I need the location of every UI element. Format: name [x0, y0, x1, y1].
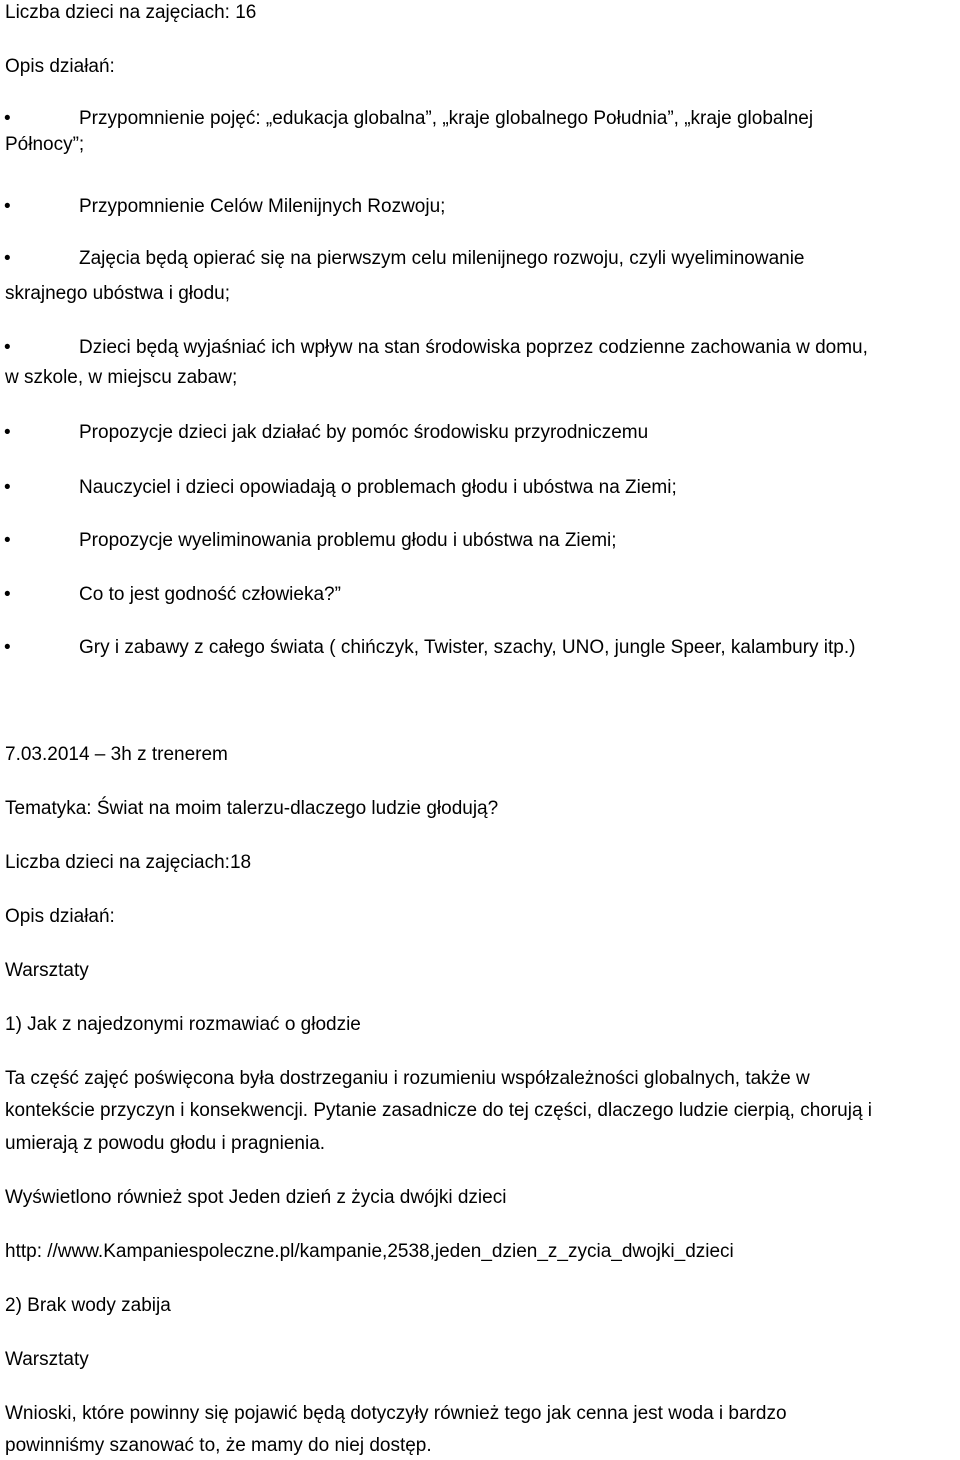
- bullet-item-text: Propozycje wyeliminowania problemu głodu i ubóstwa na Ziemi;: [79, 530, 617, 551]
- paragraph-line: Ta część zajęć poświęcona była dostrzeganiu i rozumieniu współzależności globalnych, także w: [5, 1068, 810, 1089]
- conclusion-line: Wnioski, które powinny się pojawić będą dotyczyły również tego jak cenna jest woda i bardzo: [5, 1403, 787, 1424]
- workshops-label: Warsztaty: [5, 960, 89, 981]
- topic: Tematyka: Świat na moim talerzu-dlaczego ludzie głodują?: [5, 798, 499, 819]
- bullet-item-text-continued: Północy”;: [5, 134, 85, 155]
- bullet-item-text: Co to jest godność człowieka?”: [79, 584, 341, 605]
- bullet-icon: •: [4, 422, 11, 443]
- date-line: 7.03.2014 – 3h z trenerem: [5, 744, 228, 765]
- activities-label: Opis działań:: [5, 906, 115, 927]
- bullet-icon: •: [4, 637, 11, 658]
- url-line: http: //www.Kampaniespoleczne.pl/kampanie,2538,jeden_dzien_z_zycia_dwojki_dzieci: [5, 1241, 734, 1262]
- bullet-item-text: Przypomnienie pojęć: „edukacja globalna”, „kraje globalnego Południa”, „kraje globalnej: [79, 108, 814, 129]
- bullet-icon: •: [4, 108, 11, 129]
- conclusion-line: powinniśmy szanować to, że mamy do niej dostęp.: [5, 1435, 432, 1456]
- bullet-icon: •: [4, 584, 11, 605]
- paragraph-line: umierają z powodu głodu i pragnienia.: [5, 1133, 326, 1154]
- bullet-item-text-continued: skrajnego ubóstwa i głodu;: [5, 283, 230, 304]
- part2-title: 2) Brak wody zabija: [5, 1295, 171, 1316]
- bullet-icon: •: [4, 530, 11, 551]
- bullet-item-text: Gry i zabawy z całego świata ( chińczyk, Twister, szachy, UNO, jungle Speer, kalambury itp.): [79, 637, 856, 658]
- bullet-item-text: Przypomnienie Celów Milenijnych Rozwoju;: [79, 196, 446, 217]
- part1-title: 1) Jak z najedzonymi rozmawiać o głodzie: [5, 1014, 361, 1035]
- bullet-item-text-continued: w szkole, w miejscu zabaw;: [5, 367, 238, 388]
- children-count: Liczba dzieci na zajęciach:18: [5, 852, 252, 873]
- workshops-label: Warsztaty: [5, 1349, 89, 1370]
- bullet-icon: •: [4, 248, 11, 269]
- bullet-icon: •: [4, 196, 11, 217]
- bullet-item-text: Dzieci będą wyjaśniać ich wpływ na stan środowiska poprzez codzienne zachowania w domu,: [79, 337, 868, 358]
- spot-line: Wyświetlono również spot Jeden dzień z życia dwójki dzieci: [5, 1187, 507, 1208]
- bullet-item-text: Zajęcia będą opierać się na pierwszym celu milenijnego rozwoju, czyli wyeliminowanie: [79, 248, 805, 269]
- paragraph-line: kontekście przyczyn i konsekwencji. Pytanie zasadnicze do tej części, dlaczego ludzie cierpią, chorują i: [5, 1100, 873, 1121]
- bullet-item-text: Nauczyciel i dzieci opowiadają o problemach głodu i ubóstwa na Ziemi;: [79, 477, 677, 498]
- activities-label: Opis działań:: [5, 56, 115, 77]
- bullet-item-text: Propozycje dzieci jak działać by pomóc środowisku przyrodniczemu: [79, 422, 649, 443]
- bullet-icon: •: [4, 477, 11, 498]
- children-count: Liczba dzieci na zajęciach: 16: [5, 2, 257, 23]
- bullet-icon: •: [4, 337, 11, 358]
